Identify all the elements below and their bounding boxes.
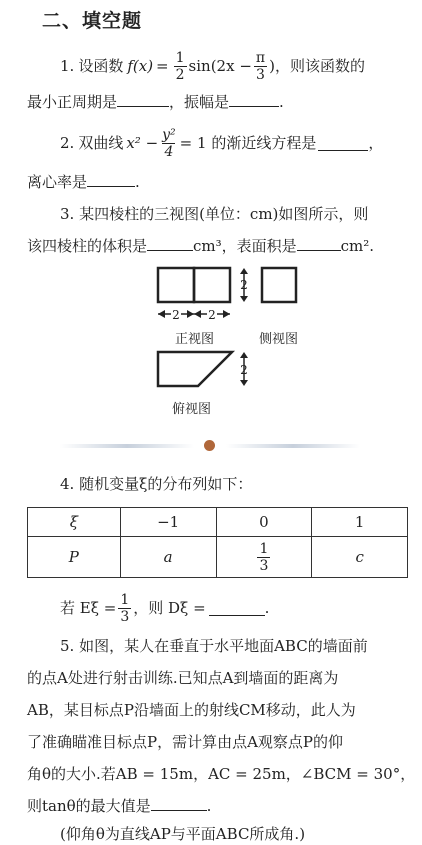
q1-eq: = <box>156 57 169 75</box>
q5-line5: 角θ的大小.若AB = 15m，AC = 25m，∠BCM = 30°， <box>27 765 416 783</box>
table-cell: −1 <box>120 508 216 537</box>
q2-x2: x² − <box>126 134 159 152</box>
front-view <box>158 268 230 302</box>
side-view <box>262 268 296 302</box>
distribution-table <box>27 507 408 578</box>
table-cell: $\frac{1}{3}$ <box>216 537 312 578</box>
table-cell: 1 <box>312 508 408 537</box>
svg-text:2: 2 <box>208 308 216 322</box>
table-cell: ξ <box>28 508 121 537</box>
q5-line4: 了准确瞄准目标点P，需计算由点A观察点P的仰 <box>27 733 344 751</box>
svg-text:2: 2 <box>240 363 248 377</box>
top-view-label: 俯视图 <box>172 402 212 417</box>
q3-line2: 该四棱柱的体积是 cm³，表面积是 cm². <box>27 237 375 255</box>
q5-note: (仰角θ为直线AP与平面ABC所成角.) <box>60 825 306 843</box>
separator-dot <box>204 440 215 451</box>
q5-line3: AB，某目标点P沿墙面上的射线CM移动，此人为 <box>27 701 356 719</box>
q2-line1: 2. 双曲线 x² − $\frac{\text{y²}}{4}$ = 1 的渐近线方程是 ， <box>60 126 384 160</box>
q5-line1: 5. 如图，某人在垂直于水平地面ABC的墙面前 <box>60 637 368 655</box>
q1-line2: 最小正周期是 ，振幅是 . <box>27 93 284 111</box>
table-row <box>28 508 408 537</box>
q4-condition: 若 Eξ = $\frac{1}{3}$ ，则 Dξ = . <box>60 591 270 625</box>
q1-text-a: 设函数 <box>78 57 124 75</box>
q1-func: f(x) <box>127 57 154 75</box>
q5-line6: 则tanθ的最大值是 . <box>27 797 212 815</box>
front-width-dimension <box>158 307 230 322</box>
section-separator <box>60 436 360 456</box>
top-height-dimension <box>240 352 248 386</box>
svg-text:2: 2 <box>240 278 248 292</box>
q5-line2: 的点A处进行射击训练.已知点A到墙面的距离为 <box>27 669 339 687</box>
q1-number: 1. <box>60 57 75 75</box>
svg-text:2: 2 <box>172 308 180 322</box>
table-cell: P <box>28 537 121 578</box>
q1-line1 <box>60 48 365 84</box>
front-view-label: 正视图 <box>175 332 215 347</box>
table-row <box>28 537 408 578</box>
table-cell: c <box>312 537 408 578</box>
side-view-label: 侧视图 <box>259 332 299 347</box>
section-title: 二、填空题 <box>42 10 143 32</box>
q4-line1: 4. 随机变量ξ的分布列如下： <box>60 475 253 493</box>
table-cell: 0 <box>216 508 312 537</box>
front-height-dimension <box>240 268 248 302</box>
q1-text-b: )，则该函数的 <box>269 57 365 75</box>
table-cell: a <box>120 537 216 578</box>
q1-pi-fraction: $\frac{\pi}{3}$ <box>255 49 266 83</box>
top-view <box>158 352 232 386</box>
q3-line1: 3. 某四棱柱的三视图(单位：cm)如图所示，则 <box>60 205 369 223</box>
q2-line2: 离心率是 . <box>27 173 140 191</box>
q2-fraction: $\frac{\text{y²}}{4}$ <box>162 126 176 160</box>
q1-sin: sin(2x − <box>188 57 252 75</box>
q1-fraction: $\frac{1}{2}$ <box>175 49 185 83</box>
